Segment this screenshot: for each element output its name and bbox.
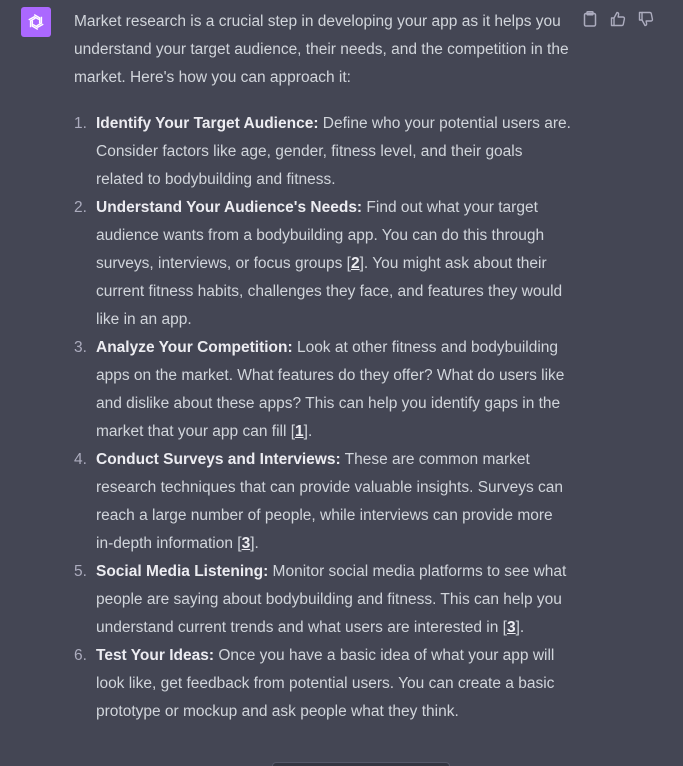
list-item — [74, 558, 574, 642]
step-title: Test Your Ideas: — [96, 647, 215, 664]
citation-link[interactable]: 3 — [507, 619, 516, 636]
scroll-to-bottom-button[interactable] — [272, 762, 450, 766]
citation-link[interactable]: 3 — [241, 535, 251, 552]
step-text: Look at other fitness and bodybuilding apps on the market. What features do they offer? What do users like and dislike about these apps? This can help you identify gaps in the market that your app can fill [ — [96, 339, 565, 440]
step-title: Understand Your Audience's Needs: — [96, 199, 363, 216]
step-title: Analyze Your Competition: — [96, 339, 293, 356]
step-title: Identify Your Target Audience: — [96, 115, 319, 132]
message-intro: Market research is a crucial step in developing your app as it helps you understand your target audience, their needs, and the competition in the market. Here's how you can approach it: — [74, 13, 569, 86]
openai-logo-icon — [25, 11, 47, 33]
citation-link[interactable]: 2 — [351, 255, 360, 272]
clipboard-icon — [583, 11, 597, 27]
list-item — [74, 334, 574, 446]
list-number: 4. — [74, 451, 87, 468]
list-number: 1. — [74, 115, 87, 132]
thumbs-up-icon — [610, 11, 626, 27]
step-title: Social Media Listening: — [96, 563, 269, 580]
step-text: These are common market research techniques that can provide valuable insights. Surveys can reach a large number of people, while interviews can provide more in-depth information [ — [96, 451, 563, 552]
step-text: Define who your potential users are. Consider factors like age, gender, fitness level, and their goals related to bodybuilding and fitness. — [96, 115, 571, 188]
step-text-end: ]. — [303, 423, 313, 440]
list-number: 5. — [74, 563, 87, 580]
step-title: Conduct Surveys and Interviews: — [96, 451, 341, 468]
steps-list — [74, 110, 574, 726]
citation-link[interactable]: 1 — [295, 423, 304, 440]
thumbs-down-button[interactable] — [637, 10, 655, 28]
thumbs-up-button[interactable] — [609, 10, 627, 28]
copy-button[interactable] — [581, 10, 599, 28]
list-number: 2. — [74, 199, 87, 216]
list-item — [74, 642, 574, 726]
step-text-end: ]. You might ask about their current fitness habits, challenges they face, and features they would like in an app. — [96, 255, 563, 328]
step-text: Monitor social media platforms to see what people are saying about bodybuilding and fitness. This can help you understand current trends and what users are interested in [ — [96, 563, 567, 636]
list-item — [74, 446, 574, 558]
list-number: 6. — [74, 647, 87, 664]
step-text: Find out what your target audience wants from a bodybuilding app. You can do this through surveys, interviews, or focus groups [ — [96, 199, 545, 272]
message-actions — [581, 10, 655, 28]
list-number: 3. — [74, 339, 87, 356]
list-item — [74, 110, 574, 194]
step-text-end: ]. — [250, 535, 259, 552]
step-text-end: ]. — [515, 619, 525, 636]
step-text: Once you have a basic idea of what your app will look like, get feedback from potential users. You can create a basic prototype or mockup and ask people what they think. — [96, 647, 555, 720]
assistant-avatar — [21, 7, 51, 37]
assistant-message — [74, 8, 574, 726]
thumbs-down-icon — [638, 11, 654, 27]
list-item — [74, 194, 574, 334]
